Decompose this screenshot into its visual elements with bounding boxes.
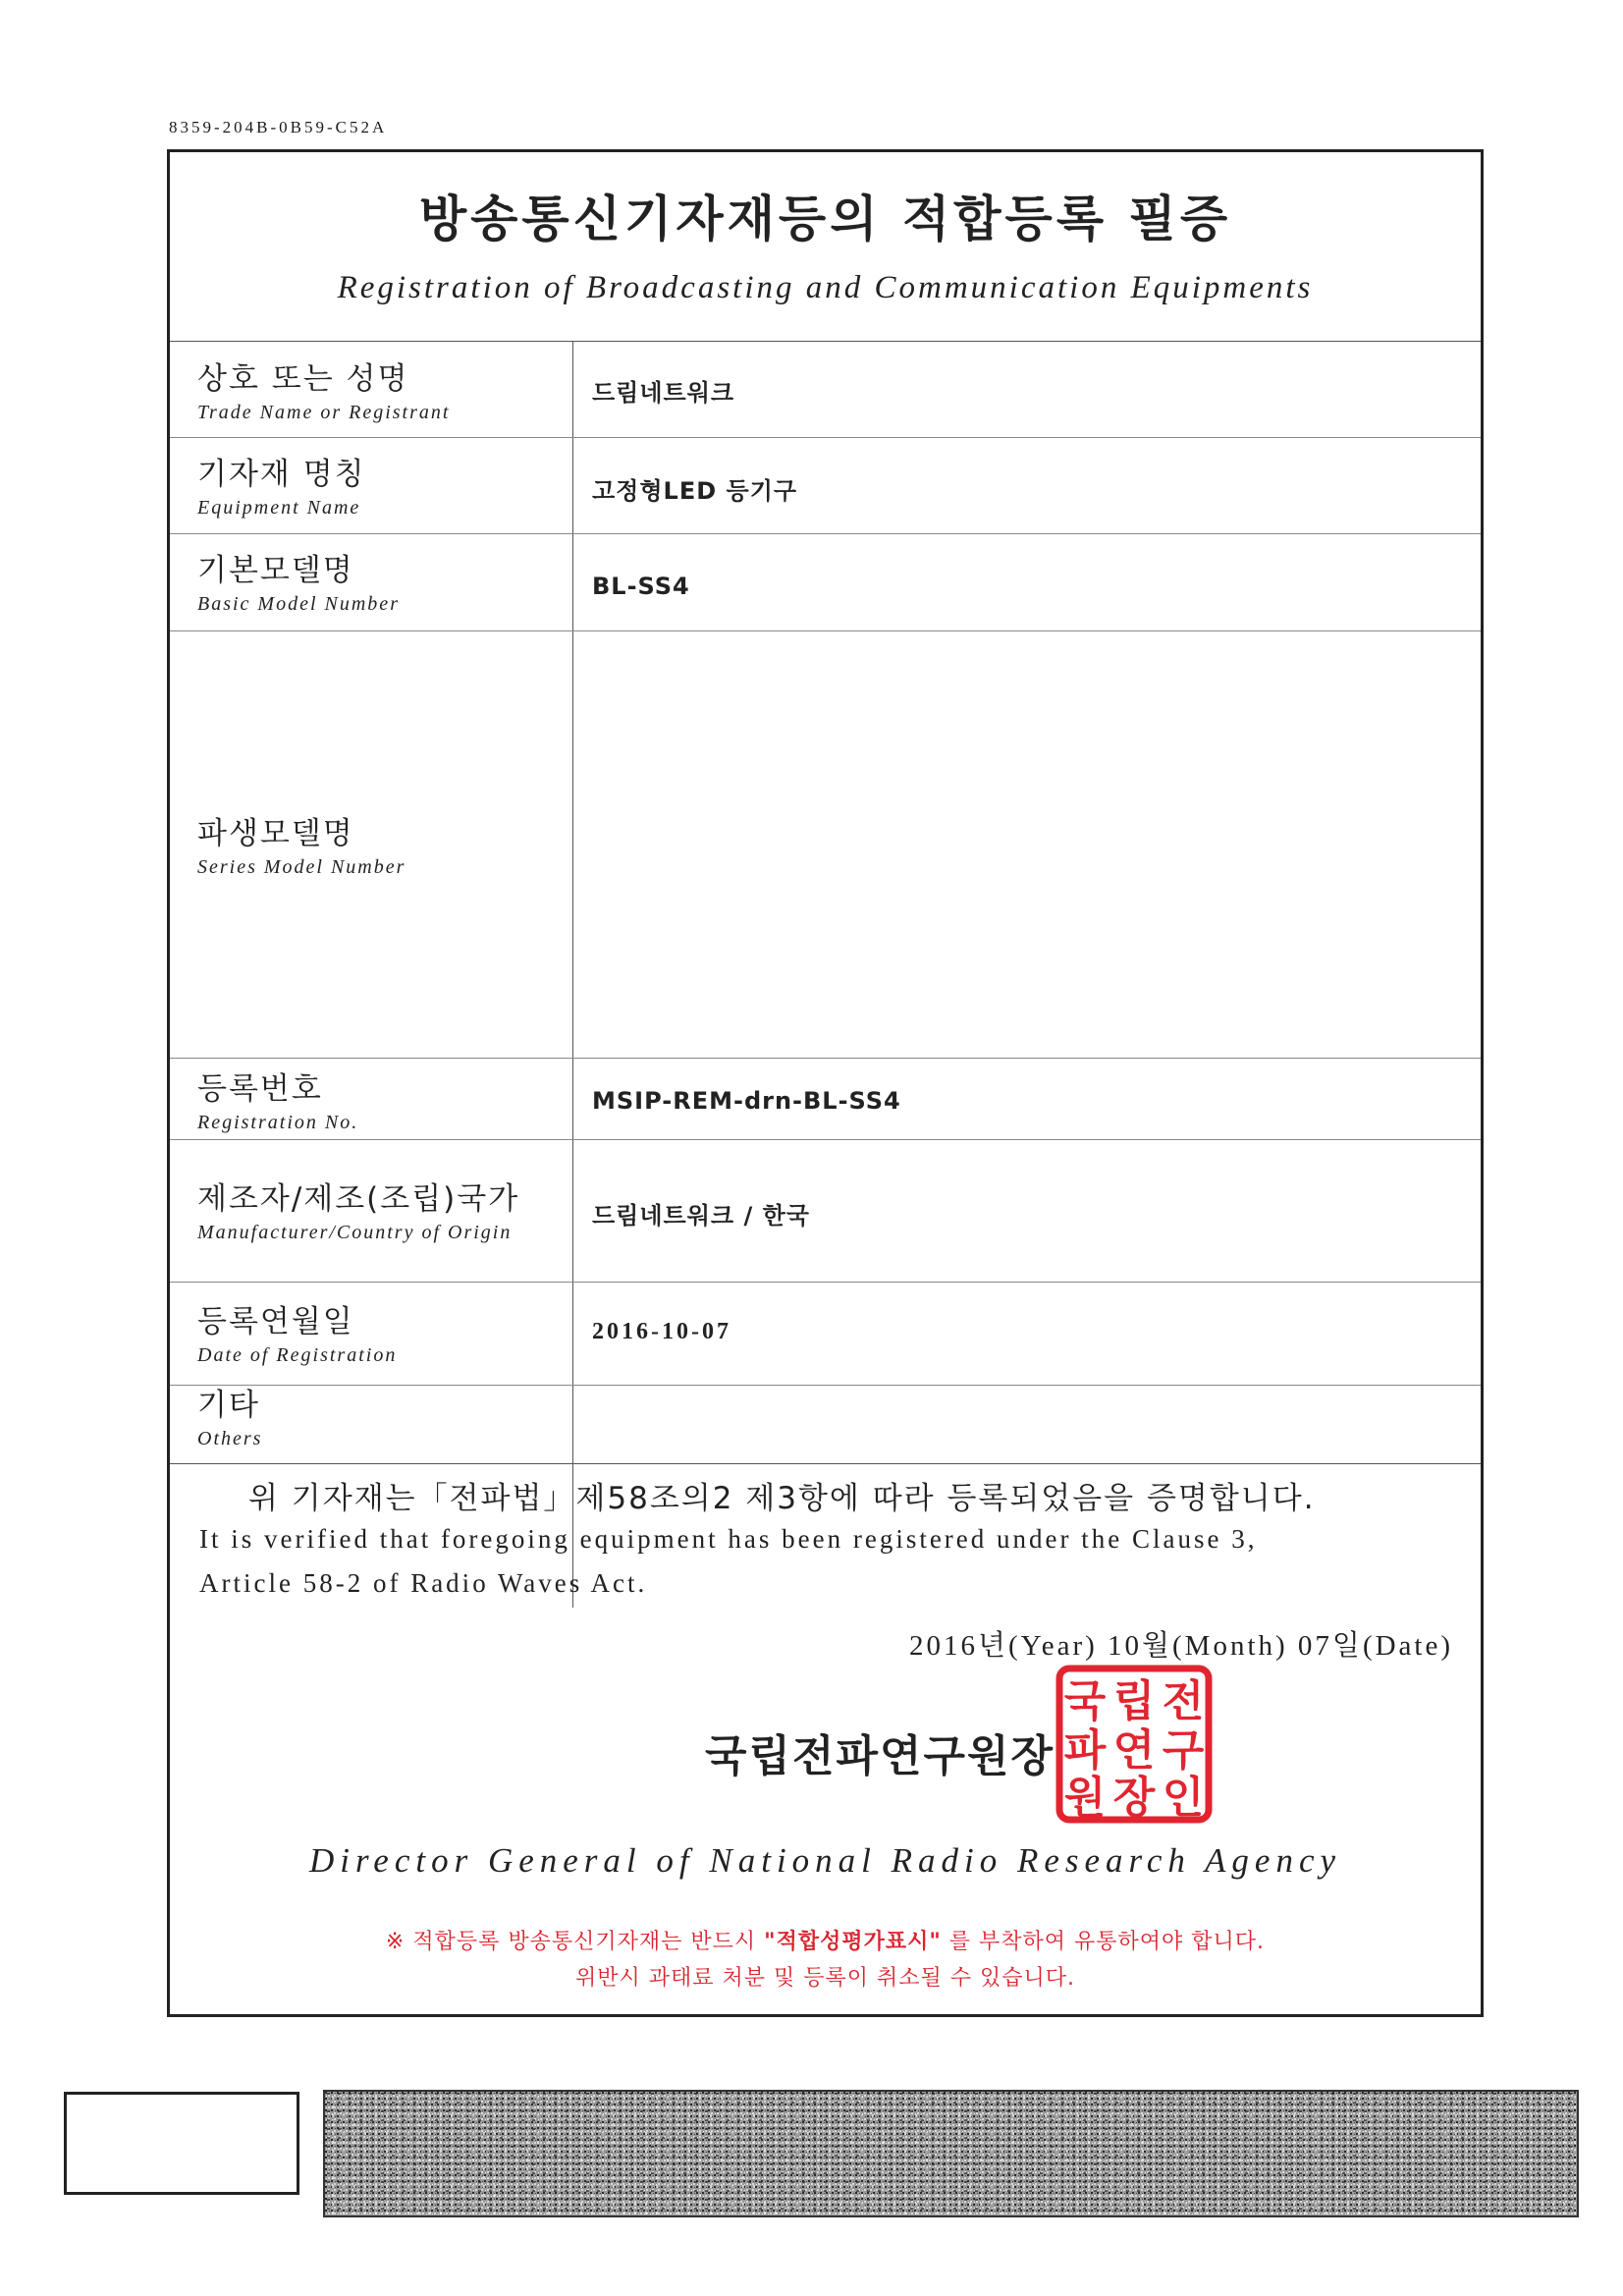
equipment-name-label-ko: 기자재 명칭 <box>197 457 366 492</box>
registration-no-label <box>197 1064 358 1134</box>
notice-line1 <box>170 1925 1481 1955</box>
row-divider <box>170 1282 1481 1283</box>
series-model-label-en: Series Model Number <box>197 856 406 878</box>
table-column-divider <box>572 341 573 1608</box>
seal-character: 원 <box>1063 1773 1107 1823</box>
basic-model-label <box>197 545 400 616</box>
basic-model-label-en: Basic Model Number <box>197 593 400 615</box>
seal-character: 파 <box>1063 1725 1107 1776</box>
issue-date: 2016년(Year) 10월(Month) 07일(Date) <box>908 1630 1453 1662</box>
seal-character: 전 <box>1162 1676 1205 1726</box>
notice-suffix: 를 부착하여 유통하여야 합니다. <box>941 1930 1266 1954</box>
basic-model-value: BL-SS4 <box>592 573 690 600</box>
title-english: Registration of Broadcasting and Communication Equipments <box>337 270 1314 305</box>
seal-character: 연 <box>1112 1725 1156 1776</box>
seal-character: 국 <box>1063 1676 1107 1726</box>
row-divider <box>170 1058 1481 1059</box>
notice-prefix: ※ 적합등록 방송통신기자재는 반드시 <box>385 1930 765 1954</box>
seal-character: 구 <box>1162 1725 1205 1776</box>
trade-name-label-en: Trade Name or Registrant <box>197 402 451 423</box>
certificate-frame <box>167 149 1484 2017</box>
seal-character: 립 <box>1112 1676 1156 1726</box>
manufacturer-label-en: Manufacturer/Country of Origin <box>197 1222 513 1243</box>
official-seal-stamp <box>1055 1665 1213 1824</box>
row-divider <box>170 630 1481 631</box>
row-divider <box>170 533 1481 534</box>
registration-date-label <box>197 1296 397 1367</box>
blank-stamp-box <box>64 2092 299 2195</box>
seal-character: 장 <box>1112 1773 1156 1823</box>
row-divider <box>170 1385 1481 1386</box>
agency-name-korean: 국립전파연구원장 <box>705 1731 1055 1781</box>
notice-highlight: "적합성평가표시" <box>764 1930 942 1954</box>
title-korean: 방송통신기자재등의 적합등록 필증 <box>418 191 1232 247</box>
manufacturer-label <box>197 1174 519 1244</box>
series-model-label <box>197 808 406 879</box>
registration-no-label-ko: 등록번호 <box>197 1071 323 1107</box>
seal-characters <box>1064 1676 1205 1823</box>
seal-character: 인 <box>1162 1773 1205 1823</box>
trade-name-label <box>197 354 450 424</box>
certification-english-line1: It is verified that foregoing equipment has been registered under the Clause 3, <box>199 1524 1258 1554</box>
others-label-en: Others <box>197 1428 263 1449</box>
row-divider <box>170 437 1481 438</box>
manufacturer-value: 드림네트워크 / 한국 <box>592 1202 810 1230</box>
trade-name-value: 드림네트워크 <box>592 379 735 407</box>
registration-date-value: 2016-10-07 <box>592 1319 731 1344</box>
others-label-ko: 기타 <box>197 1388 260 1423</box>
table-bottom-border <box>170 1463 1481 1464</box>
registration-no-label-en: Registration No. <box>197 1112 359 1133</box>
basic-model-label-ko: 기본모델명 <box>197 553 354 588</box>
notice-line2: 위반시 과태료 처분 및 등록이 취소될 수 있습니다. <box>575 1966 1075 1991</box>
trade-name-label-ko: 상호 또는 성명 <box>197 361 409 397</box>
agency-name-english: Director General of National Radio Research Agency <box>308 1841 1342 1880</box>
document-code: 8359-204B-0B59-C52A <box>169 118 388 137</box>
security-pattern-band <box>323 2090 1579 2217</box>
certification-korean: 위 기자재는「전파법」제58조의2 제3항에 따라 등록되었음을 증명합니다. <box>248 1481 1316 1516</box>
certification-english-line2: Article 58-2 of Radio Waves Act. <box>199 1568 648 1598</box>
registration-no-value: MSIP-REM-drn-BL-SS4 <box>592 1087 901 1115</box>
registration-date-label-en: Date of Registration <box>197 1344 398 1366</box>
others-label <box>197 1380 262 1450</box>
registration-date-label-ko: 등록연월일 <box>197 1304 354 1339</box>
equipment-name-value: 고정형LED 등기구 <box>592 477 798 505</box>
table-top-border <box>170 341 1481 342</box>
manufacturer-label-ko: 제조자/제조(조립)국가 <box>197 1181 520 1217</box>
equipment-name-label <box>197 449 366 519</box>
row-divider <box>170 1139 1481 1140</box>
equipment-name-label-en: Equipment Name <box>197 497 361 519</box>
series-model-label-ko: 파생모델명 <box>197 816 354 851</box>
